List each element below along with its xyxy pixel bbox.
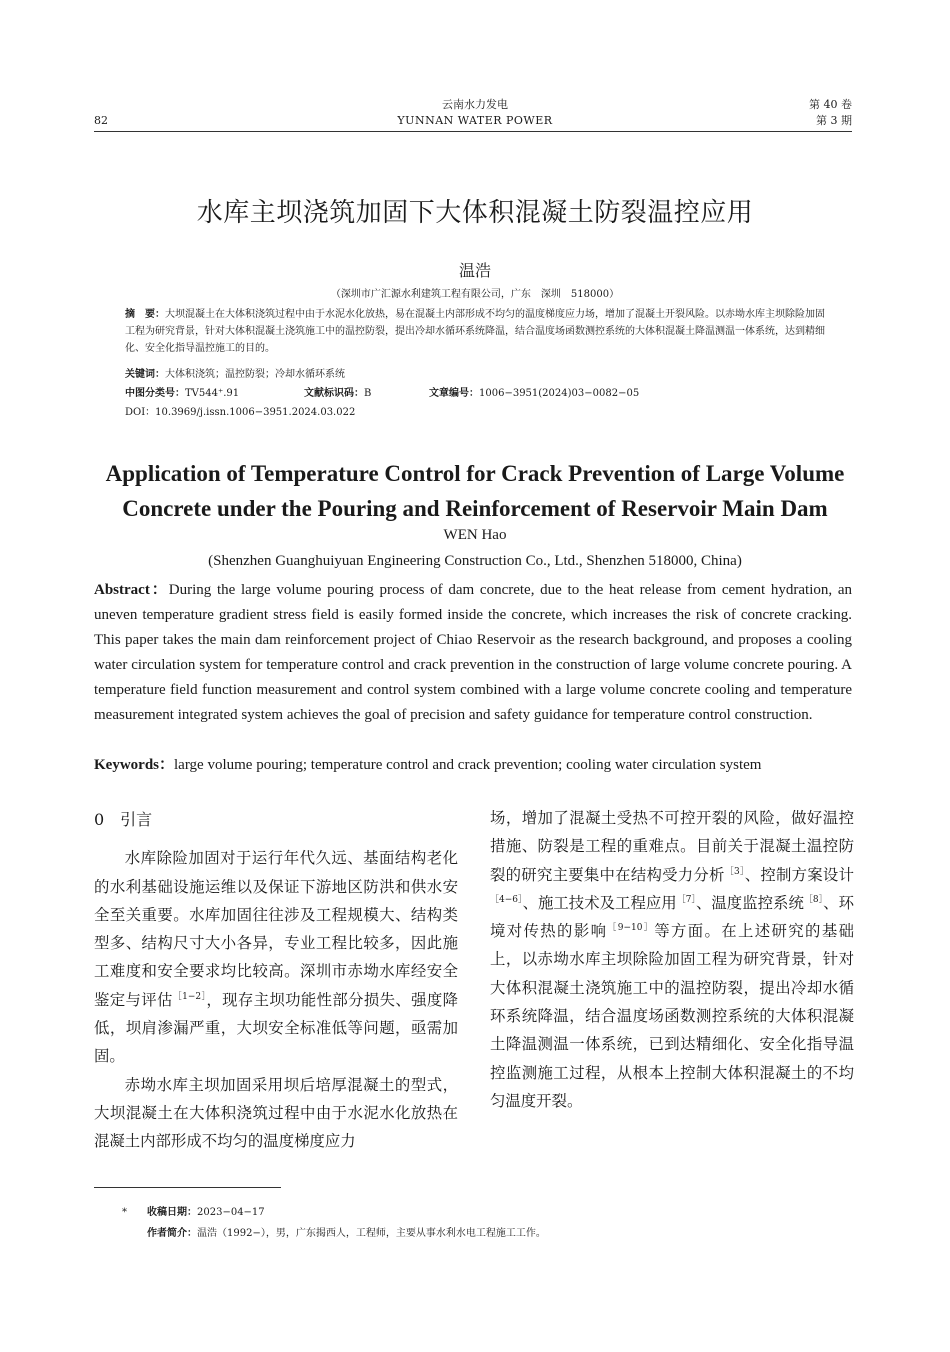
doc-code-label: 文献标识码：	[304, 388, 364, 399]
section-heading-intro: 0 引言	[94, 810, 153, 829]
article-no-line	[429, 385, 639, 402]
abstract-en-label: Abstract：	[94, 582, 169, 598]
title-en-line-2: Concrete under the Pouring and Reinforcement of Reservoir Main Dam	[122, 496, 828, 521]
citation-3: ［3］	[724, 866, 745, 877]
paragraph-1-text-a: 水库除险加固对于运行年代久远、基面结构老化的水利基础设施运维以及保证下游地区防洪和供水安全至关重要。水库加固往往涉及工程规模大、结构类型多、结构尺寸大小各异，专业工程比较多，因此施工难度和安全要求均比较高。深圳市赤坳水库经安全鉴定与评估	[94, 849, 458, 1009]
citation-7: ［7］	[676, 894, 696, 905]
keywords-en-label: Keywords：	[94, 757, 174, 773]
abstract-en	[94, 578, 852, 728]
doi: DOI：10.3969/j.issn.1006−3951.2024.03.022	[125, 407, 356, 418]
para-text-1: 场，增加了混凝土受热不可控开裂的风险，做好温控措施、防裂是工程的重难点。目前关于混凝土温控防裂的研究主要集中在结构受力分析	[490, 809, 854, 884]
keywords-cn-text: 大体积浇筑；温控防裂；冷却水循环系统	[165, 369, 345, 380]
paragraph-2: 赤坳水库主坝加固采用坝后培厚混凝土的型式，大坝混凝土在大体积浇筑过程中由于水泥水化放热在混凝土内部形成不均匀的温度梯度应力	[94, 1075, 458, 1151]
para-text-2: 、控制方案设计	[744, 865, 854, 884]
article-no-label: 文章编号：	[429, 388, 479, 399]
author-en: WEN Hao	[443, 527, 507, 543]
author-bio-label: 作者简介：	[147, 1228, 197, 1239]
paragraph-2-continued	[490, 804, 854, 1115]
title-cn: 水库主坝浇筑加固下大体积混凝土防裂温控应用	[196, 198, 754, 228]
para-text-3: 、施工技术及工程应用	[522, 893, 677, 912]
journal-name-cn: 云南水力发电	[442, 98, 508, 111]
body-right-column	[490, 804, 854, 1115]
classification-value: TV544⁺.91	[185, 388, 240, 399]
abstract-cn-text: 大坝混凝土在大体积浇筑过程中由于水泥水化放热，易在混凝土内部形成不均匀的温度梯度应力场，增加了混凝土开裂风险。以赤坳水库主坝除险加固工程为研究背景，针对大体积混凝土浇筑施工中的温控防裂，提出冷却水循环系统降温，结合温度场函数测控系统的大体积混凝土降温测温一体系统，达到精细化、安全化指导温控施工的目的。	[125, 309, 825, 354]
paragraph-1	[94, 844, 458, 1070]
abstract-en-text: During the large volume pouring process of dam concrete, due to the heat release from cement hydration, an uneven temperature gradient stress field is easily formed inside the concrete, which increases the risk of concrete cracking. This paper takes the main dam reinforcement project of Chiao Reservoir as the research background, and proposes a cooling water circulation system for temperature control and crack prevention in the construction of large volume concrete pouring. A temperature field function measurement and control system combined with a large volume concrete cooling and temperature measurement integrated system achieves the goal of precision and safety guidance for temperature control construction.	[94, 582, 852, 723]
title-en	[60, 456, 890, 526]
issue-label: 第 3 期	[816, 114, 852, 127]
body-left-column	[94, 806, 458, 1156]
footnote-author-bio	[147, 1224, 546, 1244]
classification-line	[125, 385, 239, 402]
affiliation-en: (Shenzhen Guanghuiyuan Engineering Construction Co., Ltd., Shenzhen 518000, China)	[208, 553, 742, 569]
affiliation-cn: （深圳市广汇源水利建筑工程有限公司，广东 深圳 518000）	[330, 289, 620, 300]
author-cn: 温浩	[458, 261, 491, 280]
keywords-en	[94, 753, 852, 778]
para-text-5: 、环境对传热的影响	[490, 893, 854, 941]
volume-label: 第 40 卷	[809, 98, 852, 111]
title-en-line-1: Application of Temperature Control for Crack Prevention of Large Volume	[105, 461, 845, 486]
classification-label: 中图分类号：	[125, 388, 185, 399]
footnote-star: *	[122, 1207, 127, 1218]
abstract-cn	[125, 306, 825, 357]
received-value: 2023−04−17	[197, 1207, 265, 1218]
paragraph-1-text-b: ，现存主坝功能性部分损失、强度降低，坝肩渗漏严重，大坝安全标准低等问题，亟需加固。	[94, 990, 458, 1066]
journal-name-en: YUNNAN WATER POWER	[397, 114, 553, 127]
citation-9-10: ［9−10］	[607, 923, 655, 934]
header-rule	[94, 131, 852, 132]
received-label: 收稿日期：	[147, 1207, 197, 1218]
keywords-cn	[125, 366, 345, 383]
citation-1-2: ［1−2］	[172, 991, 207, 1002]
abstract-cn-label: 摘 要：	[125, 309, 165, 320]
keywords-en-text: large volume pouring; temperature control and crack prevention; cooling water circulation system	[174, 757, 762, 773]
doc-code-line	[304, 385, 371, 402]
citation-4-6: ［4−6］	[490, 894, 523, 905]
para-text-4: 、温度监控系统	[695, 893, 804, 912]
author-bio-value: 温浩（1992−），男，广东揭西人，工程师，主要从事水利水电工程施工工作。	[197, 1228, 546, 1239]
article-no-value: 1006−3951(2024)03−0082−05	[479, 388, 640, 399]
doc-code-value: B	[364, 388, 372, 399]
para-text-6: 等方面。在上述研究的基础上，以赤坳水库主坝除险加固工程为研究背景，针对大体积混凝土浇筑施工中的温控防裂，提出冷却水循环系统降温，结合温度场函数测控系统的大体积混凝土降温测温一体系统，已到达精细化、安全化指导温控监测施工过程，从根本上控制大体积混凝土的不均匀温度开裂。	[490, 922, 854, 1110]
footnote-rule	[94, 1187, 281, 1188]
footnote-received	[147, 1203, 265, 1223]
keywords-cn-label: 关键词：	[125, 369, 165, 380]
citation-8: ［8］	[803, 894, 824, 905]
page-number: 82	[94, 114, 108, 127]
